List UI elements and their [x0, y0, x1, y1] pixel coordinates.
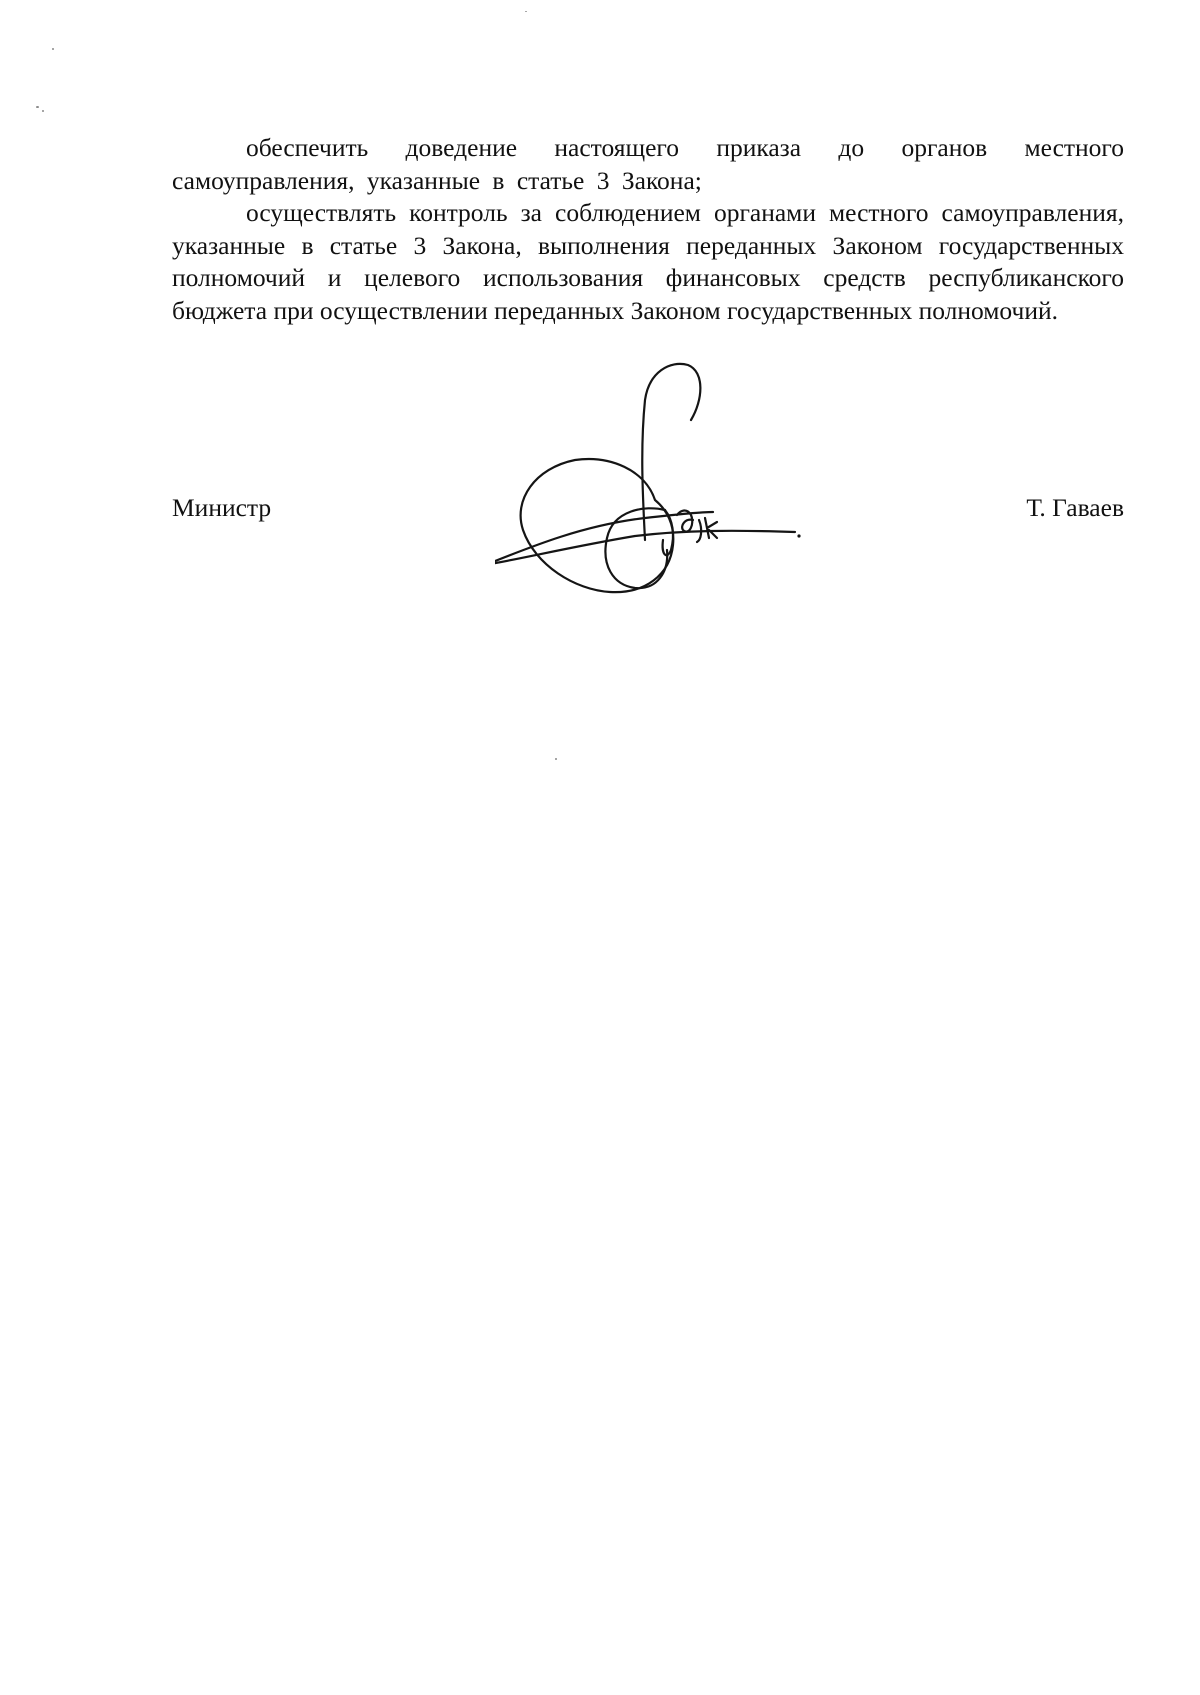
paragraph-ensure-delivery: обеспечить доведение настоящего приказа до органов местного самоуправления, указанные в статье 3 Закона;: [172, 133, 1124, 195]
scan-speck: [555, 758, 557, 760]
signature-block: [172, 493, 1124, 533]
document-body: [172, 132, 1124, 327]
signer-name: Т. Гаваев: [1026, 493, 1124, 522]
signer-title: Министр: [172, 493, 272, 522]
scan-speck: [36, 106, 39, 108]
scan-speck: [52, 48, 54, 50]
signature-image: [495, 360, 825, 615]
scan-speck: [525, 11, 527, 12]
paragraph-control: осуществлять контроль за соблюдением органами местного самоуправления, указанные в статье 3 Закона, выполнения переданных Законом государственных полномочий и целевого использования финансовых средств республиканского бюджета при осуществлении переданных Законом государственных полномочий.: [172, 198, 1124, 325]
scan-speck: [42, 110, 44, 112]
